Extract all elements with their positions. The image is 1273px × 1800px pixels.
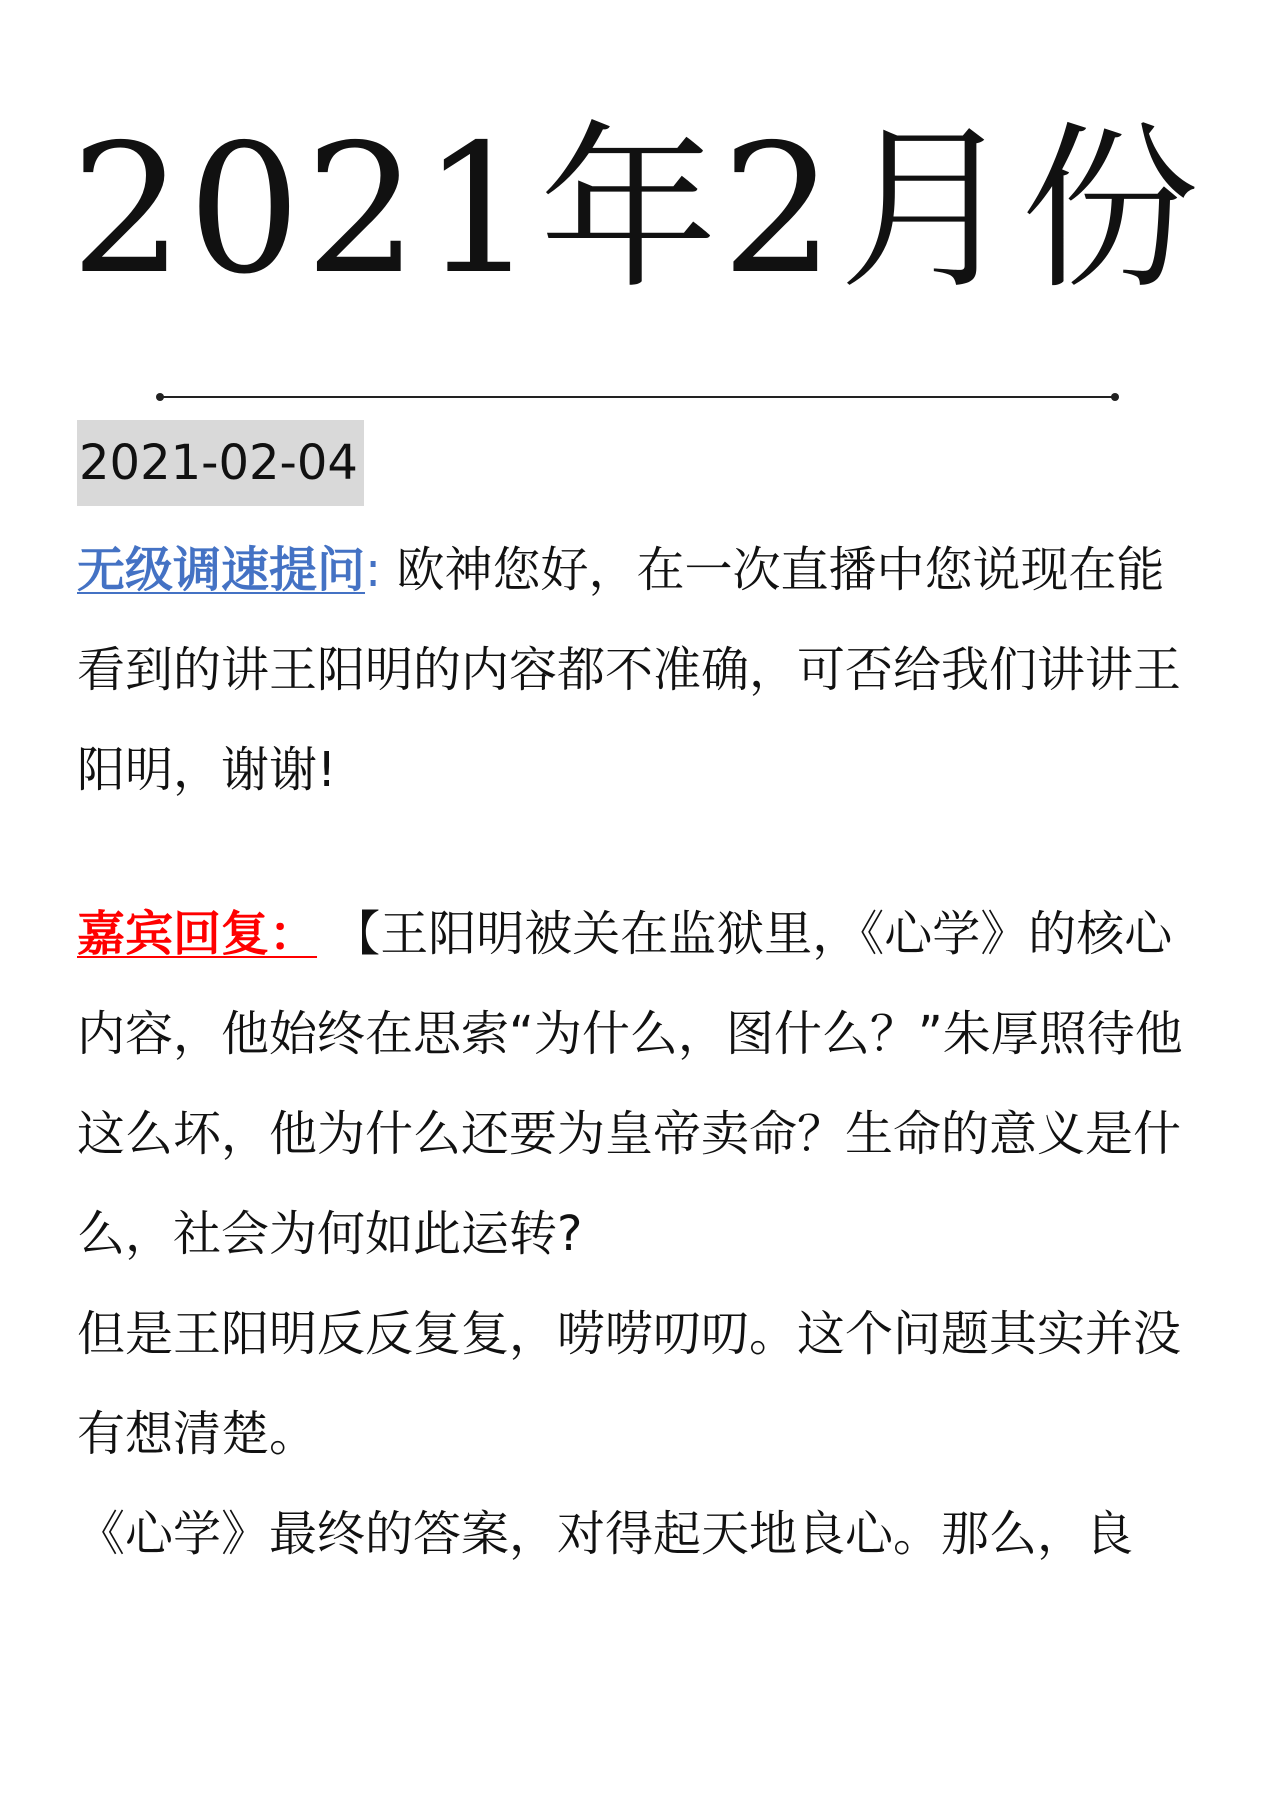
question-label: 无级调速提问 <box>77 542 366 598</box>
question-paragraph <box>77 520 1202 820</box>
answer-text-3: 《心学》最终的答案，对得起天地良心。那么，良 <box>77 1506 1134 1562</box>
page-title: 2021年2月份 <box>70 106 1203 313</box>
answer-label: 嘉宾回复： <box>77 906 318 962</box>
title-divider <box>156 392 1119 402</box>
answer-text-2: 但是王阳明反反复复，唠唠叨叨。这个问题其实并没有想清楚。 <box>77 1306 1182 1462</box>
question-separator: : <box>365 542 382 598</box>
divider-line <box>162 396 1113 398</box>
date-badge: 2021-02-04 <box>77 420 364 506</box>
question-text: 欧神您好，在一次直播中您说现在能看到的讲王阳明的内容都不准确，可否给我们讲讲王阳明，谢谢! <box>77 542 1182 798</box>
answer-paragraph <box>77 884 1202 1584</box>
divider-dot-right <box>1111 393 1119 401</box>
answer-text-1: 【王阳明被关在监狱里，《心学》的核心内容，他始终在思索“为什么，图什么？”朱厚照待他这么坏，他为什么还要为皇帝卖命？生命的意义是什么，社会为何如此运转? <box>77 906 1183 1262</box>
